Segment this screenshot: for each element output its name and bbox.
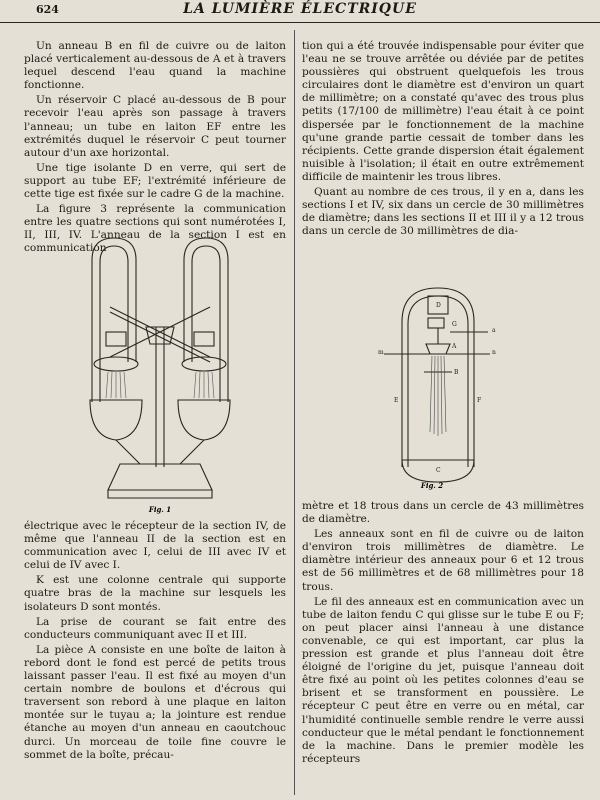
label-d: D xyxy=(436,302,441,309)
paragraph: La prise de courant se fait entre des conducteurs communiquant avec II et III. xyxy=(24,615,286,641)
figure-2-section-diagram xyxy=(372,282,504,492)
paragraph: tion qui a été trouvée indispensable pour éviter que l'eau ne se trouve arrêtée ou déviée par de petites poussières qui obstruent quelquefois les trous circulaires dont le diamètre est d'environ un quart de millimètre; on a constaté qu'avec des trous plus petits (17/100 de millimètre) l'eau était à ce point dispersée par le fonctionnement de la machine qu'une grande partie cessait de tomber dans les récipients. Cette grande dispersion était également nuisible à l'isolation; il était en outre extrêmement difficile de maintenir les trous libres. xyxy=(302,40,584,183)
label-a: A xyxy=(452,343,457,350)
paragraph: Le fil des anneaux est en communication avec un tube de laiton fendu C qui glisse sur le tube E ou F; on peut placer ainsi l'anneau à une distance convenable, ce qui est important, car plus la pression est grande et plus l'anneau doit être éloigné de l'origine du jet, puisque l'anneau doit être fixé au point où les petites colonnes d'eau se brisent et se transforment en poussière. Le récepteur C peut être en verre ou en métal, car l'humidité continuelle semble rendre le verre aussi conducteur que le métal pendant le fonctionnement de la machine. Dans le premier modèle les récepteurs xyxy=(302,595,584,765)
paragraph: K est une colonne centrale qui supporte quatre bras de la machine sur lesquels les isolateurs D sont montés. xyxy=(24,574,286,613)
paragraph: Un réservoir C placé au-dessous de B pour recevoir l'eau après son passage à travers l'anneau; un tube en laiton EF entre les extrémités duquel le réservoir C peut tourner autour d'un axe horizontal. xyxy=(24,94,286,159)
right-column-top xyxy=(302,40,584,240)
label-b: B xyxy=(454,369,459,376)
running-title: LA LUMIÈRE ÉLECTRIQUE xyxy=(183,1,417,17)
label-c: C xyxy=(436,467,441,474)
paragraph: électrique avec le récepteur de la section IV, de même que l'anneau II de la section est en communication avec I, celui de III avec IV et celui de IV avec I. xyxy=(24,520,286,572)
paragraph: Un anneau B en fil de cuivre ou de laiton placé verticalement au-dessous de A et à travers lequel descend l'eau quand la machine fonctionne. xyxy=(24,40,286,92)
right-column-bottom xyxy=(302,500,584,768)
paragraph: La figure 3 représente la communication entre les quatre sections qui sont numérotées I, II, III, IV. L'anneau de la section I est en communication xyxy=(24,203,286,255)
paragraph: Une tige isolante D en verre, qui sert de support au tube EF; l'extrémité inférieure de cette tige est fixée sur le cadre G de la machine. xyxy=(24,161,286,201)
figure-1-machine-illustration xyxy=(80,232,240,514)
page-header xyxy=(0,0,600,23)
paragraph: Les anneaux sont en fil de cuivre ou de laiton d'environ trois millimètres de diamètre. Le diamètre intérieur des anneaux pour 6 et 12 trous est de 56 millimètres et de 68 millimètres pour 18 trous. xyxy=(302,528,584,593)
label-e: E xyxy=(394,397,399,404)
figure-2-caption: Fig. 2 xyxy=(420,481,444,490)
paragraph: Quant au nombre de ces trous, il y en a, dans les sections I et IV, six dans un cercle de 30 millimètres de diamètre; dans les sections II et III il y a 12 trous dans un cercle de 30 millimètres de dia- xyxy=(302,186,584,238)
page-number: 624 xyxy=(36,3,59,16)
column-rule xyxy=(294,30,295,795)
left-column-top xyxy=(24,40,286,258)
paragraph: mètre et 18 trous dans un cercle de 43 millimètres de diamètre. xyxy=(302,500,584,526)
left-column-bottom xyxy=(24,520,286,764)
label-n: n xyxy=(492,349,496,356)
label-f: F xyxy=(477,397,482,404)
paragraph: La pièce A consiste en une boîte de laiton à rebord dont le fond est percé de petits trous laissant passer l'eau. Il est fixé au moyen d'un certain nombre de boulons et d'écrous qui traversent son rebord à une plaque en laiton montée sur le tuyau a; la jointure est rendue étanche au moyen d'un anneau en caoutchouc durci. Un morceau de toile fine couvre le sommet de la boîte, précau- xyxy=(24,643,286,761)
label-g: G xyxy=(452,321,457,328)
label-m: m xyxy=(378,349,384,356)
figure-1-caption: Fig. 1 xyxy=(148,505,172,514)
label-alpha: a xyxy=(492,327,496,334)
